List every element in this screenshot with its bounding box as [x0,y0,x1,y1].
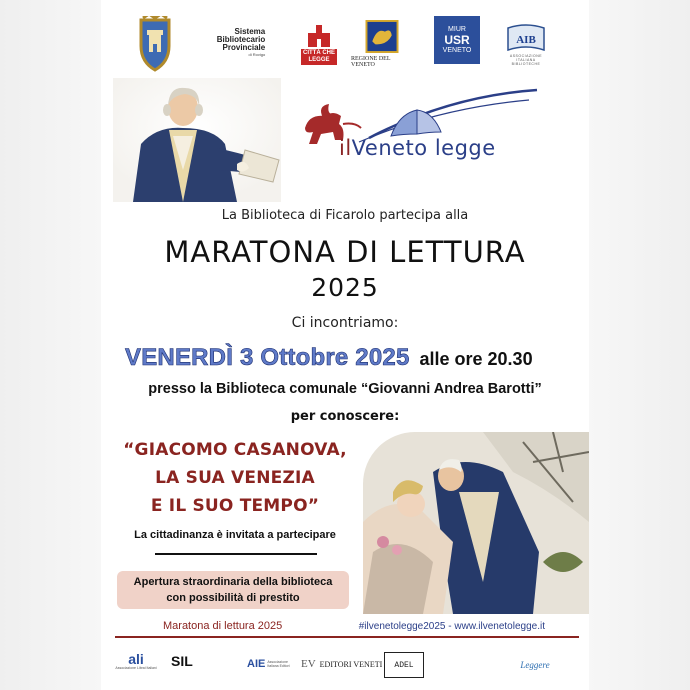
event-time: alle ore 20.30 [419,349,533,369]
brand-name: Veneto legge [351,136,496,160]
poster [101,0,589,690]
background-left [0,0,101,690]
ev-mark: EV [301,658,316,670]
miur-usr-logo [434,16,480,64]
coat-of-arms-logo [135,16,175,72]
editori-veneti-logo [301,656,383,672]
svg-text:AIB: AIB [516,34,536,46]
title-line2: 2025 [311,273,379,302]
notice-box [117,571,349,609]
veneto-legge-wordmark [339,136,496,160]
background-right [589,0,690,690]
know-text: per conoscere: [290,409,400,424]
divider [155,553,317,555]
invite-text: La cittadinanza è invitata a partecipare [134,529,336,541]
sbp-line3: Provinciale [222,42,266,52]
footer-right[interactable]: #ilvenetolegge2025 - www.ilvenetolegge.it [358,620,545,632]
event-date: VENERDÌ 3 Ottobre 2025 [125,344,410,371]
ev-label: EDITORI VENETI [319,659,383,669]
aie-label: Associazione Italiana Editori [267,660,290,668]
regione-veneto-logo [351,20,413,68]
aie-logo [247,654,291,674]
sil-logo [171,646,201,676]
sbp-line1: Sistema [234,26,266,36]
casanova-portrait [113,78,281,202]
brand-il: il [339,136,352,160]
ali-label: Associazione Librai Italiani [115,666,157,670]
miur-top: MIUR [448,26,466,33]
leggere-mark: Leggere [520,660,550,670]
sistema-bibliotecario-logo [205,22,277,62]
sbp-line2: Bibliotecario [216,34,266,44]
regione-label: REGIONE DEL VENETO [351,56,391,68]
intro-text: La Biblioteca di Ficarolo partecipa alla [221,208,469,223]
aib-label: ASSOCIAZIONE ITALIANA BIBLIOTECHE [509,54,543,66]
footer-left: Maratona di lettura 2025 [163,620,283,632]
date-row [125,344,565,372]
adel-mark: ADEL [394,660,414,670]
topic-line1: “GIACOMO CASANOVA, [123,440,347,460]
casanova-painting [363,432,589,614]
citta-che-legge-logo [301,22,337,68]
aib-logo [505,18,547,68]
footer-line [115,620,585,632]
sbp-line4: di Rovigo [248,51,266,57]
title-line1: MARATONA DI LETTURA [164,235,526,269]
leggere-logo [505,652,565,678]
adel-logo [384,652,424,678]
meet-text: Ci incontriamo: [291,315,399,331]
ali-logo [113,646,159,676]
citta-label: CITTÀ CHE LEGGE [303,50,335,63]
aie-mark: AIE [247,658,266,670]
sil-mark: SIL [171,653,193,669]
ali-mark: ali [128,651,144,667]
event-place: presso la Biblioteca comunale “Giovanni Andrea Barotti” [148,381,542,397]
topic-line2: LA SUA VENEZIA [155,468,315,488]
topic-line3: E IL SUO TEMPO” [150,496,320,516]
notice-line1: Apertura straordinaria della biblioteca [133,576,333,588]
notice-line2: con possibilità di prestito [166,592,300,604]
footer-divider [115,636,579,638]
miur-bottom: VENETO [442,47,472,54]
miur-mid: USR [444,33,470,47]
